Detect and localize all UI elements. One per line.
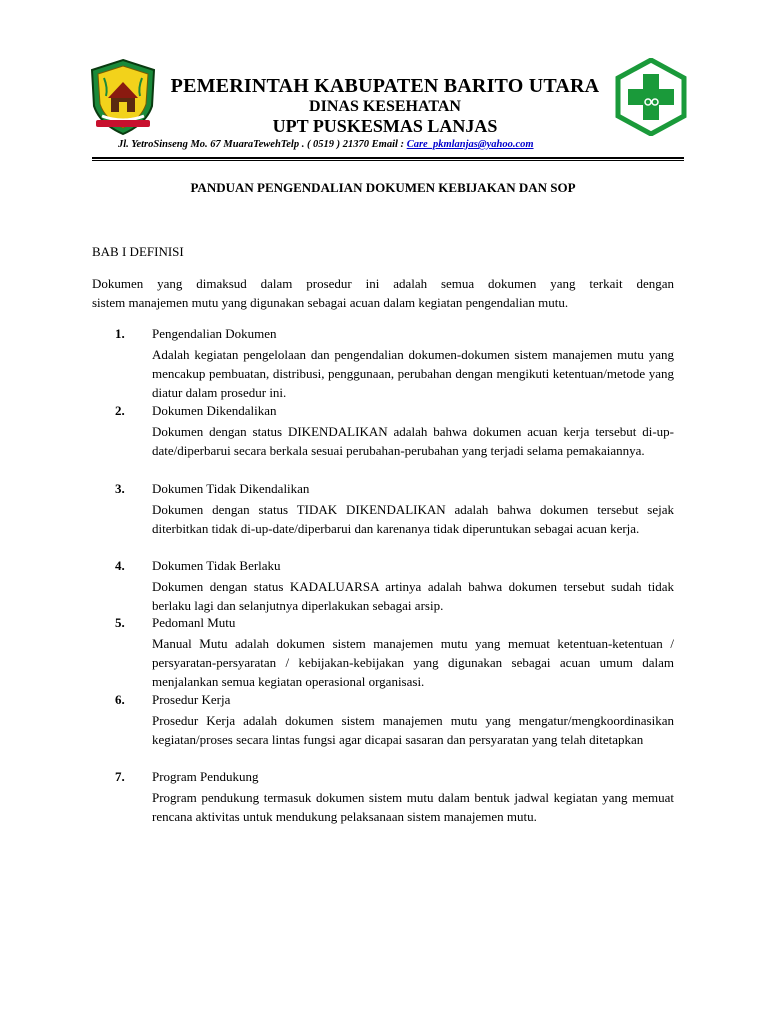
definition-term: Pedomanl Mutu [152, 615, 236, 630]
definition-number: 1. [115, 326, 125, 341]
intro-line: Dokumen yang dimaksud dalam prosedur ini adalah semua dokumen yang terkait dengan [92, 276, 674, 291]
definition-number: 6. [115, 692, 125, 707]
definition-number: 7. [115, 769, 125, 784]
address-text: Jl. YetroSinseng Mo. 67 MuaraTewehTelp . ( 0519 ) 21370 Email : [118, 139, 407, 150]
definition-description: Dokumen dengan status DIKENDALIKAN adalah bahwa dokumen acuan kerja tersebut di-up-date/diperbarui secara berkala sesuai perubahan-perubahan yang terjadi selama pemakaiannya. [152, 424, 674, 458]
definition-number: 3. [115, 481, 125, 496]
intro-line: sistem manajemen mutu yang digunakan sebagai acuan dalam kegiatan pengendalian mutu. [92, 295, 569, 310]
email-link[interactable]: Care_pkmlanjas@yahoo.com [406, 139, 534, 150]
definition-term: Pengendalian Dokumen [152, 326, 277, 341]
department-name: DINAS KESEHATAN [309, 98, 461, 115]
definition-number: 5. [115, 615, 125, 630]
definition-term: Program Pendukung [152, 769, 259, 784]
chapter-heading: BAB I DEFINISI [92, 244, 184, 259]
definition-number: 4. [115, 558, 125, 573]
definition-term: Prosedur Kerja [152, 692, 231, 707]
definition-term: Dokumen Dikendalikan [152, 403, 277, 418]
agency-name: PEMERINTAH KABUPATEN BARITO UTARA [170, 75, 600, 97]
definition-description: Prosedur Kerja adalah dokumen sistem manajemen mutu yang mengatur/mengkoordinasikan kegiatan/proses secara lintas fungsi agar dicapai sasaran dan persyaratan yang telah ditetapkan [152, 713, 674, 747]
definition-number: 2. [115, 403, 125, 418]
definition-description: Dokumen dengan status KADALUARSA artinya adalah bahwa dokumen tersebut sudah tidak berlaku lagi dan selanjutnya diperlakukan sebagai arsip. [152, 579, 674, 613]
definition-description: Adalah kegiatan pengelolaan dan pengendalian dokumen-dokumen sistem manajemen mutu yang mencakup pembuatan, distribusi, penggunaan, perubahan dengan mengikuti ketentuan/metode yang diatur dalam prosedur ini. [152, 347, 674, 400]
definition-term: Dokumen Tidak Berlaku [152, 558, 281, 573]
unit-name: UPT PUSKESMAS LANJAS [272, 116, 498, 136]
definition-term: Dokumen Tidak Dikendalikan [152, 481, 310, 496]
definition-description: Program pendukung termasuk dokumen sistem mutu dalam bentuk jadwal kegiatan yang memuat rencana aktivitas untuk mendukung pelaksanaan sistem manajemen mutu. [152, 790, 674, 824]
definition-description: Dokumen dengan status TIDAK DIKENDALIKAN adalah bahwa dokumen tersebut sejak diterbitkan tidak di-up-date/diperbarui dan karenanya tidak diperuntukan sebagai acuan kerja. [152, 502, 674, 536]
document-title: PANDUAN PENGENDALIAN DOKUMEN KEBIJAKAN DAN SOP [190, 180, 576, 195]
definition-description: Manual Mutu adalah dokumen sistem manajemen mutu yang memuat ketentuan-ketentuan / persyaratan-persyaratan / kebijakan-kebijakan yang digunakan sebagai acuan umum dalam menjalankan semua kegiatan operasional organisasi. [152, 636, 674, 689]
